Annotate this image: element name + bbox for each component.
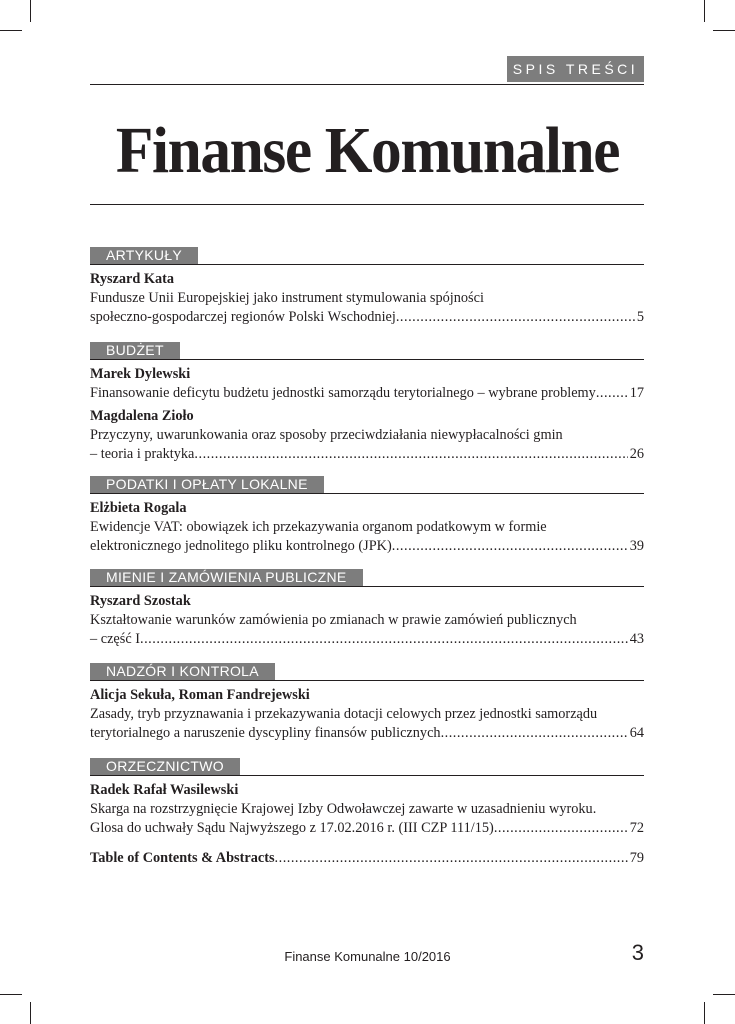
page-ref: 79 bbox=[629, 850, 644, 866]
crop-mark bbox=[0, 30, 22, 31]
page-ref: 72 bbox=[629, 820, 644, 836]
entry-author: Magdalena Zioło bbox=[90, 408, 194, 424]
entry-title-line: Kształtowanie warunków zamówienia po zmianach w prawie zamówień publicznych bbox=[90, 612, 577, 628]
entry-author: Alicja Sekuła, Roman Fandrejewski bbox=[90, 687, 310, 703]
entry-title-line: Ewidencje VAT: obowiązek ich przekazywania organom podatkowym w formie bbox=[90, 519, 547, 535]
entry-author: Ryszard Kata bbox=[90, 271, 175, 287]
entry-title-text: Glosa do uchwały Sądu Najwyższego z 17.02.2016 r. (III CZP 111/15) bbox=[90, 820, 494, 836]
entry-title-text: – część I bbox=[90, 631, 141, 647]
toc-entry[interactable] bbox=[90, 365, 644, 403]
page-number: 3 bbox=[631, 940, 644, 965]
section-label: NADZÓR I KONTROLA bbox=[90, 663, 275, 680]
page-ref: 64 bbox=[629, 725, 644, 741]
toc-entry[interactable] bbox=[90, 686, 644, 743]
entry-author: Ryszard Szostak bbox=[90, 593, 191, 609]
toc-entry[interactable] bbox=[90, 781, 644, 838]
crop-mark bbox=[704, 0, 705, 22]
toc-entry[interactable] bbox=[90, 407, 644, 464]
entry-title-text: terytorialnego a naruszenie dyscypliny finansów publicznych bbox=[90, 725, 441, 741]
crop-mark bbox=[30, 0, 31, 22]
entry-author: Marek Dylewski bbox=[90, 366, 191, 382]
entry-title-last-line bbox=[90, 724, 644, 743]
crop-mark bbox=[30, 1002, 31, 1024]
leader-dots bbox=[441, 724, 628, 743]
toc-section bbox=[90, 569, 644, 649]
crop-mark bbox=[0, 994, 22, 995]
leader-dots bbox=[396, 308, 635, 327]
toc-section bbox=[90, 758, 644, 838]
entry-title-line: Fundusze Unii Europejskiej jako instrument stymulowania spójności bbox=[90, 290, 484, 306]
entry-author: Elżbieta Rogala bbox=[90, 500, 187, 516]
section-label: ARTYKUŁY bbox=[90, 247, 198, 264]
toc-entry[interactable] bbox=[90, 592, 644, 649]
toc-section bbox=[90, 342, 644, 464]
journal-title: Finanse Komunalne bbox=[115, 114, 620, 187]
page-ref: 26 bbox=[629, 446, 644, 462]
entry-title-line: Skarga na rozstrzygnięcie Krajowej Izby Odwoławczej zawarte w uzasadnieniu wyroku. bbox=[90, 801, 597, 817]
title-rule bbox=[90, 204, 644, 205]
toc-entry[interactable] bbox=[90, 270, 644, 327]
entry-title-last-line bbox=[90, 384, 644, 403]
section-label: MIENIE I ZAMÓWIENIA PUBLICZNE bbox=[90, 569, 363, 586]
toc-abstracts-entry[interactable] bbox=[90, 849, 644, 868]
page-ref: 17 bbox=[629, 385, 644, 401]
section-label: BUDŻET bbox=[90, 342, 180, 359]
page-ref: 5 bbox=[636, 309, 644, 325]
leader-dots bbox=[194, 445, 627, 464]
entry-title-last-line bbox=[90, 308, 644, 327]
header-rule bbox=[90, 84, 644, 85]
crop-mark bbox=[704, 1002, 705, 1024]
entry-author: Radek Rafał Wasilewski bbox=[90, 782, 239, 798]
contents-tag: SPIS TREŚCI bbox=[507, 56, 644, 82]
entry-title-line: Zasady, tryb przyznawania i przekazywania dotacji celowych przez jednostki samorządu bbox=[90, 706, 598, 722]
entry-title-text: społeczno-gospodarczej regionów Polski Wschodniej bbox=[90, 309, 396, 325]
crop-mark bbox=[713, 30, 735, 31]
leader-dots bbox=[275, 849, 628, 868]
leader-dots bbox=[392, 537, 628, 556]
footer-journal: Finanse Komunalne 10/2016 bbox=[284, 949, 451, 964]
leader-dots bbox=[596, 384, 628, 403]
section-header bbox=[90, 758, 644, 776]
toc-section bbox=[90, 247, 644, 327]
section-header bbox=[90, 247, 644, 265]
section-label: PODATKI I OPŁATY LOKALNE bbox=[90, 476, 324, 493]
toc-section bbox=[90, 476, 644, 556]
toc-abstracts-text: Table of Contents & Abstracts bbox=[90, 850, 275, 866]
page-ref: 43 bbox=[629, 631, 644, 647]
toc-entry[interactable] bbox=[90, 499, 644, 556]
section-header bbox=[90, 342, 644, 360]
entry-title-text: – teoria i praktyka bbox=[90, 446, 195, 462]
entry-title-text: Finansowanie deficytu budżetu jednostki samorządu terytorialnego – wybrane problemy bbox=[90, 385, 596, 401]
crop-mark bbox=[713, 994, 735, 995]
entry-title-last-line bbox=[90, 537, 644, 556]
section-header bbox=[90, 476, 644, 494]
section-header bbox=[90, 663, 644, 681]
toc-section bbox=[90, 663, 644, 743]
section-header bbox=[90, 569, 644, 587]
section-label: ORZECZNICTWO bbox=[90, 758, 240, 775]
entry-title-line: Przyczyny, uwarunkowania oraz sposoby przeciwdziałania niewypłacalności gmin bbox=[90, 427, 563, 443]
page-ref: 39 bbox=[629, 538, 644, 554]
entry-title-text: elektronicznego jednolitego pliku kontrolnego (JPK) bbox=[90, 538, 392, 554]
entry-title-last-line bbox=[90, 445, 644, 464]
entry-title-last-line bbox=[90, 630, 644, 649]
leader-dots bbox=[494, 819, 628, 838]
entry-title-last-line bbox=[90, 819, 644, 838]
leader-dots bbox=[140, 630, 628, 649]
